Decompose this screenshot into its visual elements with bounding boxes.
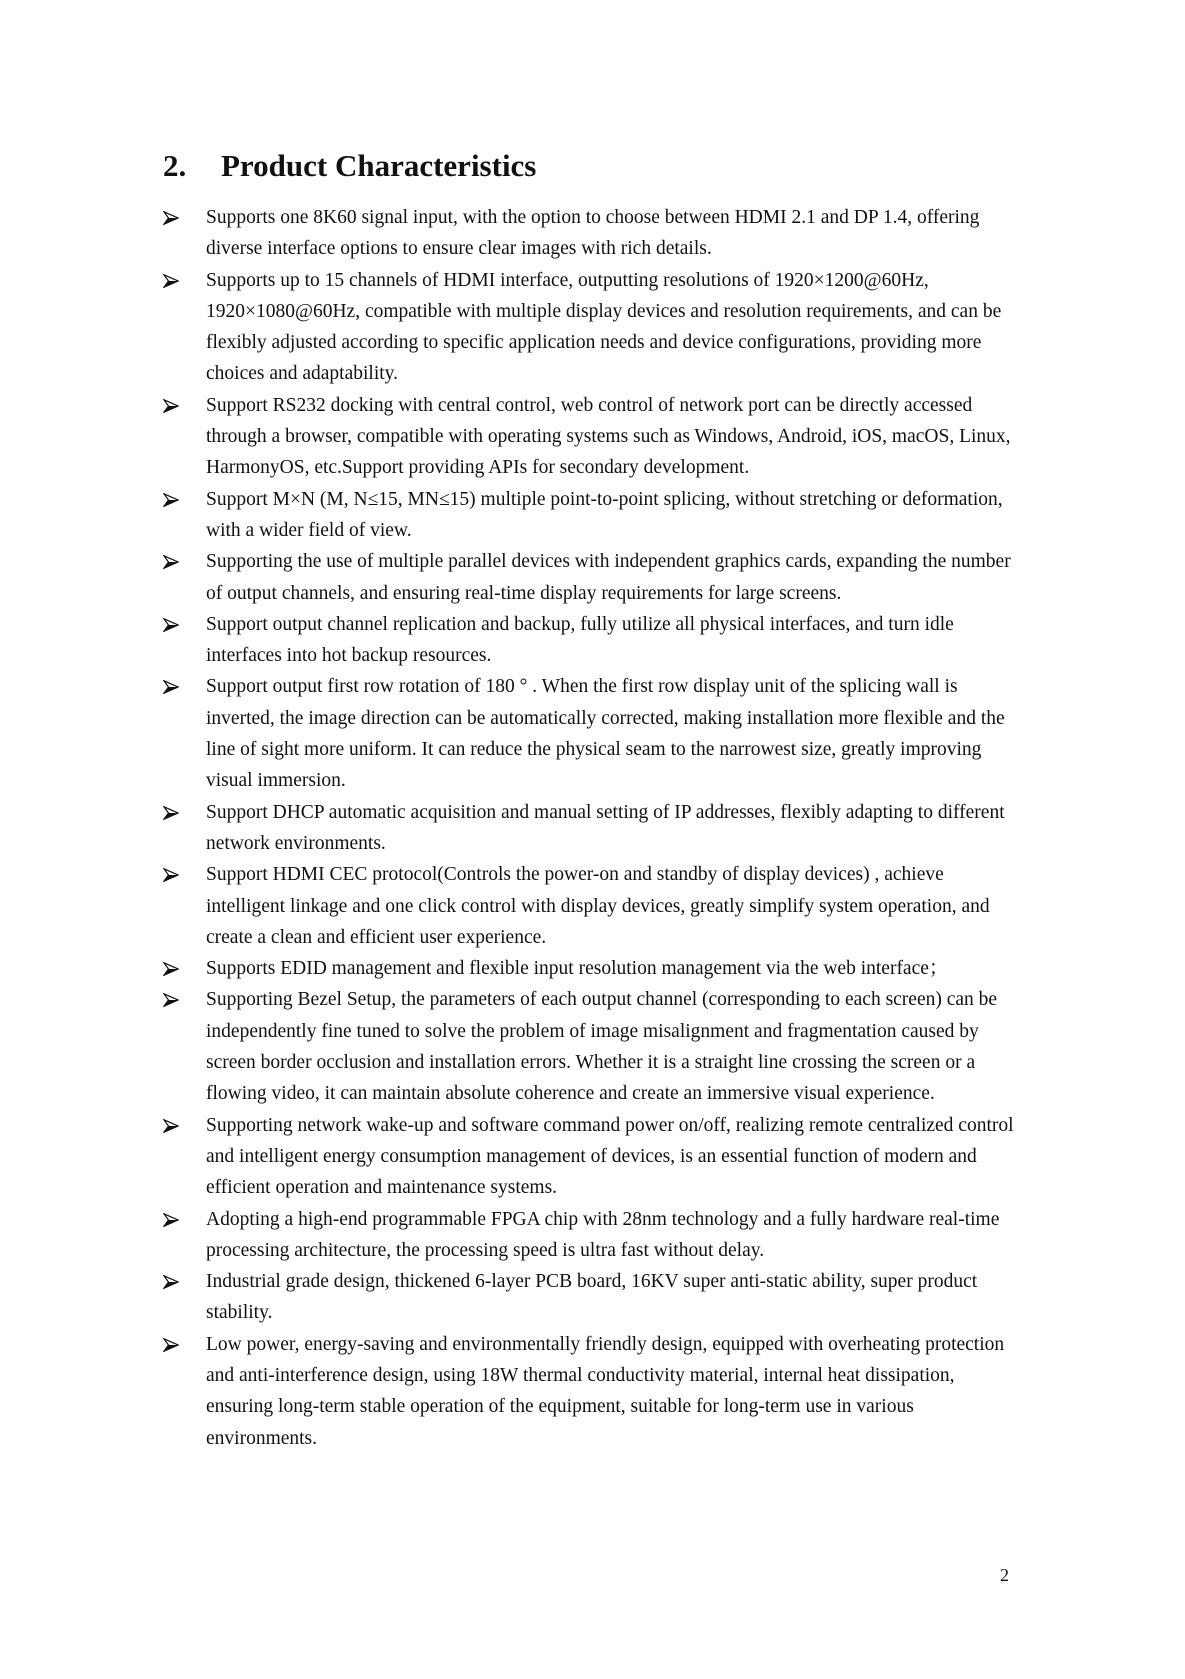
feature-list-item (163, 1329, 1023, 1454)
feature-text: Supporting Bezel Setup, the parameters of each output channel (corresponding to each screen) can be independently fine tuned to solve the problem of image misalignment and fragmentation caused by screen border occlusion and installation errors. Whether it is a straight line crossing the screen or a flowing video, it can maintain absolute coherence and create an immersive visual experience. (206, 989, 998, 1105)
arrowhead-bullet-icon (163, 993, 179, 1007)
feature-list-item (163, 390, 1023, 484)
feature-list-item (163, 1110, 1023, 1204)
section-title: Product Characteristics (221, 148, 537, 183)
feature-text: Support DHCP automatic acquisition and manual setting of IP addresses, flexibly adapting to different network environments. (206, 801, 1005, 854)
feature-list-item (163, 797, 1023, 860)
feature-list-item (163, 671, 1023, 796)
feature-text: Low power, energy-saving and environmentally friendly design, equipped with overheating protection and anti-interference design, using 18W thermal conductivity material, internal heat dissipation, ensuring long-term stable operation of the equipment, suitable for long-term use in various environments. (206, 1333, 1005, 1449)
arrowhead-bullet-icon (163, 1213, 179, 1227)
feature-text: Support output first row rotation of 180 ° . When the first row display unit of the splicing wall is inverted, the image direction can be automatically corrected, making installation more flexible and the line of sight more uniform. It can reduce the physical seam to the narrowest size, greatly improving visual immersion. (206, 676, 1005, 792)
feature-text: Supports EDID management and flexible input resolution management via the web interface； (206, 958, 949, 980)
section-number: 2. (163, 148, 187, 183)
feature-list-item (163, 202, 1023, 265)
feature-list-item (163, 984, 1023, 1109)
section-heading (163, 144, 536, 188)
arrowhead-bullet-icon (163, 868, 179, 882)
feature-list-item (163, 1204, 1023, 1267)
feature-list-item (163, 484, 1023, 547)
feature-text: Supports up to 15 channels of HDMI interface, outputting resolutions of 1920×1200@60Hz, 1920×1080@60Hz, compatible with multiple display devices and resolution requirements, and can be flexibly adjusted according to specific application needs and device configurations, providing more choices and adaptability. (206, 269, 1002, 385)
feature-list (163, 202, 1023, 1454)
feature-list-item (163, 953, 1023, 984)
arrowhead-bullet-icon (163, 399, 179, 413)
feature-text: Adopting a high-end programmable FPGA chip with 28nm technology and a fully hardware real-time processing architecture, the processing speed is ultra fast without delay. (206, 1208, 1000, 1261)
arrowhead-bullet-icon (163, 493, 179, 507)
feature-text: Supporting the use of multiple parallel devices with independent graphics cards, expanding the number of output channels, and ensuring real-time display requirements for large screens. (206, 551, 1011, 604)
feature-text: Industrial grade design, thickened 6-layer PCB board, 16KV super anti-static ability, super product stability. (206, 1271, 978, 1324)
feature-list-item (163, 1266, 1023, 1329)
arrowhead-bullet-icon (163, 1119, 179, 1133)
feature-text: Supports one 8K60 signal input, with the option to choose between HDMI 2.1 and DP 1.4, offering diverse interface options to ensure clear images with rich details. (206, 207, 980, 260)
feature-text: Support HDMI CEC protocol(Controls the power-on and standby of display devices) , achieve intelligent linkage and one click control with display devices, greatly simplify system operation, and create a clean and efficient user experience. (206, 864, 990, 948)
feature-list-item (163, 609, 1023, 672)
page-number: 2 (1000, 1565, 1009, 1585)
arrowhead-bullet-icon (163, 1275, 179, 1289)
feature-list-item (163, 265, 1023, 390)
arrowhead-bullet-icon (163, 1338, 179, 1352)
arrowhead-bullet-icon (163, 274, 179, 288)
feature-text: Support output channel replication and backup, fully utilize all physical interfaces, and turn idle interfaces into hot backup resources. (206, 613, 954, 667)
feature-text: Support RS232 docking with central control, web control of network port can be directly accessed through a browser, compatible with operating systems such as Windows, Android, iOS, macOS, Linux, HarmonyOS, etc.Support providing APIs for secondary development. (206, 394, 1011, 479)
arrowhead-bullet-icon (163, 211, 179, 225)
feature-text: Supporting network wake-up and software command power on/off, realizing remote centralized control and intelligent energy consumption management of devices, is an essential function of modern and efficient operation and maintenance systems. (206, 1114, 1014, 1199)
arrowhead-bullet-icon (163, 806, 179, 820)
feature-list-item (163, 546, 1023, 609)
arrowhead-bullet-icon (163, 962, 179, 976)
arrowhead-bullet-icon (163, 618, 179, 632)
arrowhead-bullet-icon (163, 680, 179, 694)
feature-list-item (163, 859, 1023, 953)
feature-text: Support M×N (M, N≤15, MN≤15) multiple point-to-point splicing, without stretching or deformation, with a wider field of view. (206, 488, 1003, 541)
arrowhead-bullet-icon (163, 555, 179, 569)
